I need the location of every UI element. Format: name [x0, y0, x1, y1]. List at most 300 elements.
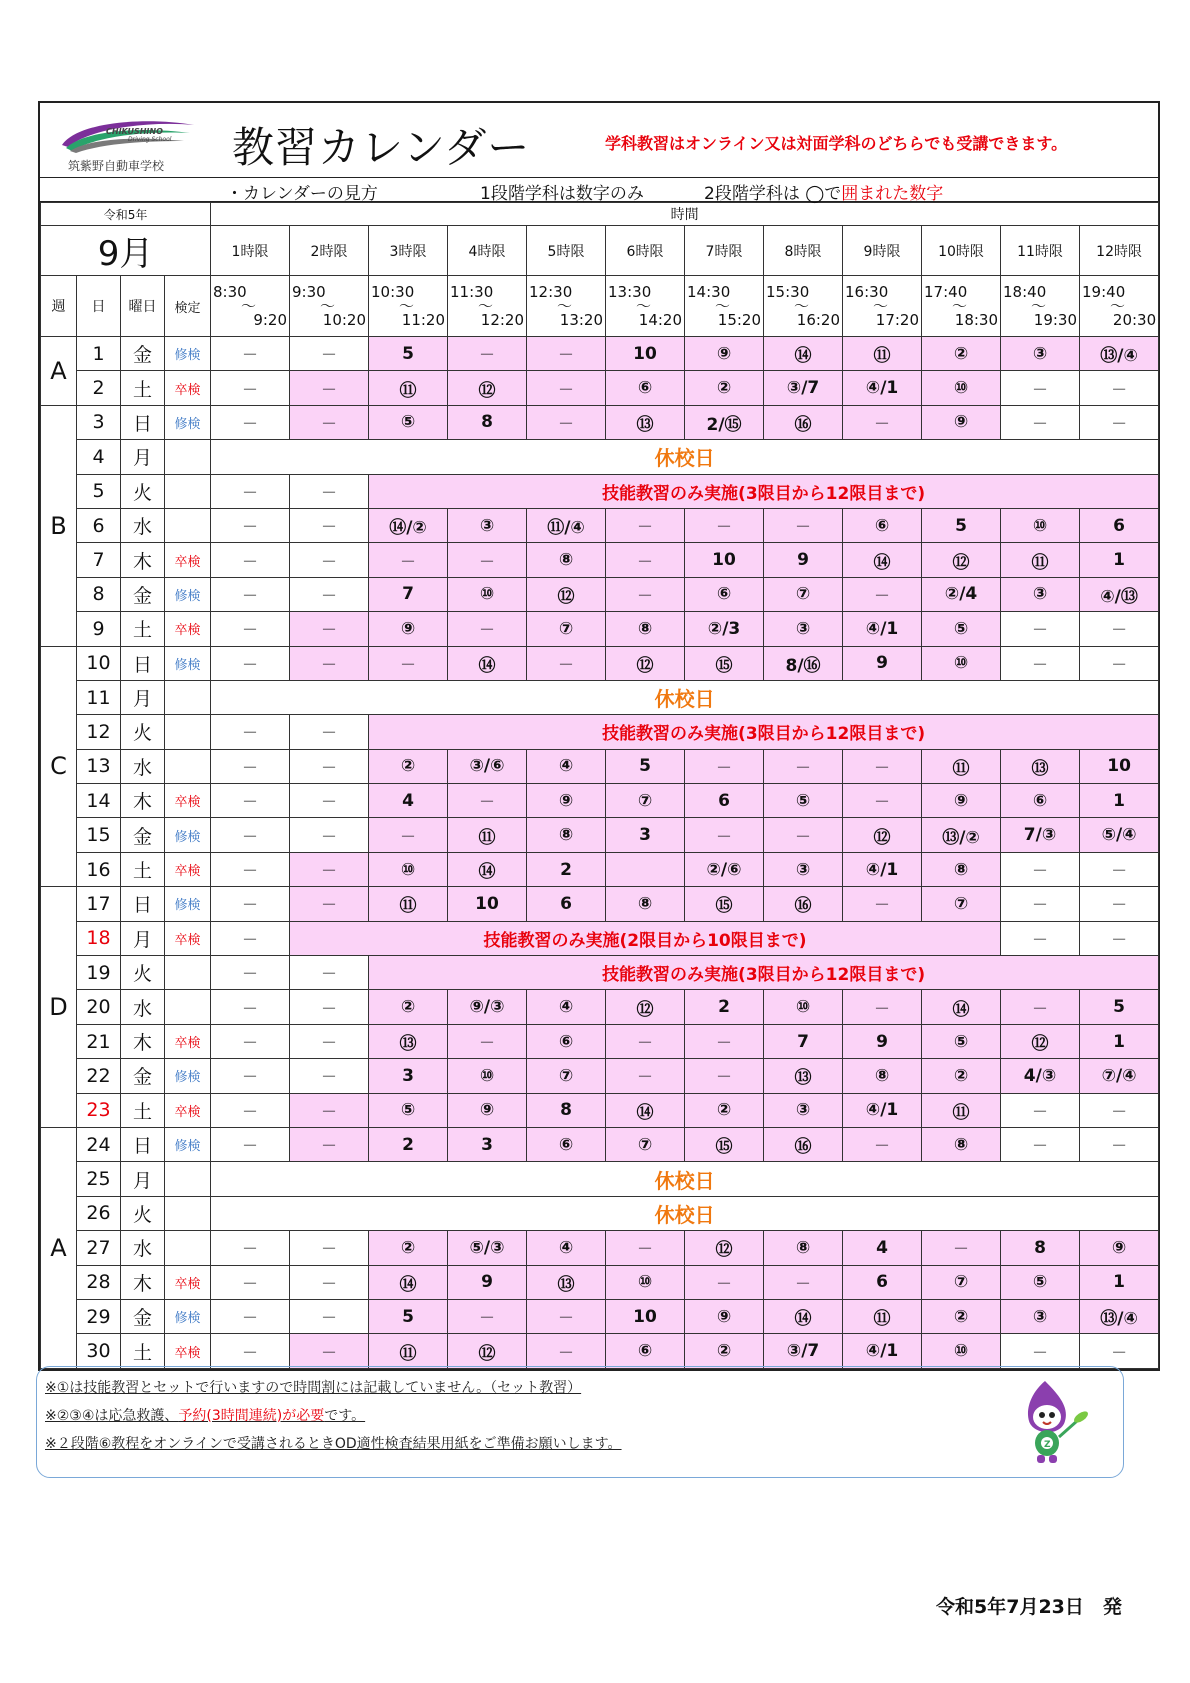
lesson-cell: －	[1001, 1093, 1080, 1127]
lesson-cell: ③/7	[764, 371, 843, 405]
lesson-cell: ⑧	[922, 1127, 1001, 1161]
lesson-cell: －	[290, 508, 369, 542]
lesson-cell: ⑬/④	[1080, 1299, 1159, 1333]
lesson-cell: 9	[843, 646, 922, 680]
lesson-cell: ⑨	[1080, 1231, 1159, 1265]
table-row	[41, 646, 1159, 680]
lesson-cell: ⑫	[606, 990, 685, 1024]
lesson-cell: －	[290, 337, 369, 371]
table-row	[41, 508, 1159, 542]
lesson-cell: ⑧	[764, 1231, 843, 1265]
time-end: 13:20	[559, 311, 604, 329]
lesson-cell: ⑦/④	[1080, 1059, 1159, 1093]
lesson-cell: ⑧	[527, 818, 606, 852]
lesson-cell: ②	[922, 1299, 1001, 1333]
time-start: 9:30	[292, 283, 326, 301]
day-of-week: 火	[121, 956, 165, 990]
day-of-week: 火	[121, 1196, 165, 1230]
col-week: 週	[41, 276, 77, 337]
period-time	[922, 276, 1001, 337]
day-of-week: 日	[121, 1127, 165, 1161]
lesson-cell: －	[211, 1334, 290, 1368]
lesson-cell: －	[290, 990, 369, 1024]
day-of-week: 木	[121, 784, 165, 818]
online-notice: 学科教習はオンライン又は対面学科のどちらでも受講できます。	[605, 134, 1068, 153]
lesson-cell: －	[290, 956, 369, 990]
lesson-cell: －	[211, 371, 290, 405]
day-of-week: 月	[121, 680, 165, 714]
lesson-cell: ⑭	[448, 646, 527, 680]
lesson-cell: ⑪	[922, 749, 1001, 783]
lesson-cell: ⑬	[764, 1059, 843, 1093]
time-start: 12:30	[529, 283, 573, 301]
day-number: 30	[77, 1334, 121, 1368]
lesson-cell: ⑪	[843, 337, 922, 371]
lesson-cell: ③	[764, 612, 843, 646]
lesson-cell: ③/⑥	[448, 749, 527, 783]
footnote-2	[45, 1405, 365, 1425]
day-of-week: 木	[121, 543, 165, 577]
day-of-week: 日	[121, 887, 165, 921]
lesson-cell: －	[843, 405, 922, 439]
lesson-cell	[606, 852, 685, 886]
week-label: D	[41, 887, 77, 1128]
lesson-cell: 9	[448, 1265, 527, 1299]
lesson-cell: 9	[764, 543, 843, 577]
lesson-cell: －	[843, 887, 922, 921]
day-number: 8	[77, 577, 121, 611]
lesson-cell: ⑫	[1001, 1024, 1080, 1058]
lesson-cell: ⑭	[764, 337, 843, 371]
lesson-cell: －	[606, 1231, 685, 1265]
lesson-cell: －	[527, 371, 606, 405]
table-row	[41, 680, 1159, 714]
period-time	[606, 276, 685, 337]
time-separator: 〜	[478, 297, 494, 315]
lesson-cell: －	[211, 921, 290, 955]
exam-type: 修検	[165, 577, 211, 611]
lesson-cell: ②	[369, 749, 448, 783]
lesson-cell: ④/1	[843, 1334, 922, 1368]
lesson-cell: ④	[527, 749, 606, 783]
table-row	[41, 749, 1159, 783]
skill-only-banner: 技能教習のみ実施(3限目から12限目まで)	[369, 956, 1159, 990]
lesson-cell: －	[211, 1231, 290, 1265]
lesson-cell: ⑥	[606, 1334, 685, 1368]
lesson-cell: ②	[369, 990, 448, 1024]
lesson-cell: 1	[1080, 1024, 1159, 1058]
exam-type	[165, 474, 211, 508]
day-number: 3	[77, 405, 121, 439]
lesson-cell: －	[922, 1231, 1001, 1265]
lesson-cell: ③	[448, 508, 527, 542]
lesson-cell: ⑭	[369, 1265, 448, 1299]
lesson-cell: －	[211, 1299, 290, 1333]
day-number: 6	[77, 508, 121, 542]
day-of-week: 水	[121, 990, 165, 1024]
lesson-cell: ⑩	[448, 1059, 527, 1093]
exam-type	[165, 1231, 211, 1265]
lesson-cell: ⑪	[369, 1334, 448, 1368]
lesson-cell: ⑮	[685, 1127, 764, 1161]
lesson-cell: －	[290, 1334, 369, 1368]
lesson-cell: ③	[1001, 337, 1080, 371]
lesson-cell: 1	[1080, 784, 1159, 818]
time-end: 9:20	[253, 311, 288, 329]
day-number: 29	[77, 1299, 121, 1333]
day-number: 4	[77, 440, 121, 474]
day-of-week: 月	[121, 1162, 165, 1196]
lesson-cell: －	[685, 818, 764, 852]
lesson-cell: 10	[1080, 749, 1159, 783]
lesson-cell: ⑦	[922, 887, 1001, 921]
exam-type	[165, 956, 211, 990]
lesson-cell: －	[211, 1059, 290, 1093]
lesson-cell: 5	[1080, 990, 1159, 1024]
lesson-cell: ⑨	[685, 337, 764, 371]
lesson-cell: －	[685, 1059, 764, 1093]
lesson-cell: ⑨	[922, 784, 1001, 818]
lesson-cell: －	[1080, 371, 1159, 405]
table-row	[41, 818, 1159, 852]
time-start: 14:30	[687, 283, 731, 301]
lesson-cell: 7/③	[1001, 818, 1080, 852]
exam-type	[165, 440, 211, 474]
table-row	[41, 612, 1159, 646]
time-separator: 〜	[1031, 297, 1047, 315]
lesson-cell: －	[290, 474, 369, 508]
time-start: 13:30	[608, 283, 652, 301]
lesson-cell: －	[211, 405, 290, 439]
table-row	[41, 1334, 1159, 1368]
lesson-cell: ②	[922, 337, 1001, 371]
lesson-cell: －	[1001, 990, 1080, 1024]
school-logo	[58, 115, 208, 171]
period-time	[211, 276, 290, 337]
lesson-cell: ⑦	[764, 577, 843, 611]
lesson-cell: 2	[369, 1127, 448, 1161]
lesson-cell: －	[290, 715, 369, 749]
lesson-cell: －	[1080, 887, 1159, 921]
time-end: 12:20	[480, 311, 525, 329]
lesson-cell: －	[527, 405, 606, 439]
lesson-cell: －	[606, 1024, 685, 1058]
exam-type	[165, 508, 211, 542]
time-separator: 〜	[794, 297, 810, 315]
time-end: 20:30	[1112, 311, 1157, 329]
lesson-cell: ⑬	[369, 1024, 448, 1058]
table-row	[41, 956, 1159, 990]
period-header: 8時限	[764, 226, 843, 276]
time-separator: 〜	[1110, 297, 1126, 315]
table-row	[41, 1059, 1159, 1093]
lesson-cell: －	[1080, 921, 1159, 955]
lesson-cell: －	[211, 1127, 290, 1161]
lesson-cell: ⑫	[685, 1231, 764, 1265]
table-row	[41, 337, 1159, 371]
lesson-cell: －	[290, 612, 369, 646]
day-of-week: 土	[121, 371, 165, 405]
lesson-cell: ⑮	[685, 646, 764, 680]
lesson-cell: ⑧	[606, 612, 685, 646]
closed-day-banner: 休校日	[211, 1196, 1159, 1230]
lesson-cell: ⑤	[369, 1093, 448, 1127]
day-of-week: 土	[121, 1334, 165, 1368]
week-label: A	[41, 1127, 77, 1368]
lesson-cell: ⑦	[606, 1127, 685, 1161]
exam-type: 卒検	[165, 612, 211, 646]
lesson-cell: ⑩	[448, 577, 527, 611]
lesson-cell: ⑯	[764, 1127, 843, 1161]
period-header: 10時限	[922, 226, 1001, 276]
lesson-cell: ⑥	[685, 577, 764, 611]
lesson-cell: ⑬	[1001, 749, 1080, 783]
month-label: 9月	[41, 226, 211, 276]
lesson-cell: 3	[448, 1127, 527, 1161]
period-time	[1080, 276, 1159, 337]
time-start: 17:40	[924, 283, 968, 301]
time-separator: 〜	[241, 297, 257, 315]
lesson-cell: ③/7	[764, 1334, 843, 1368]
day-number: 22	[77, 1059, 121, 1093]
lesson-cell: －	[290, 577, 369, 611]
period-time	[764, 276, 843, 337]
day-of-week: 土	[121, 1093, 165, 1127]
lesson-cell: －	[448, 612, 527, 646]
lesson-cell: ⑭	[843, 543, 922, 577]
lesson-cell: ③	[1001, 577, 1080, 611]
lesson-cell: ②	[922, 1059, 1001, 1093]
lesson-cell: 1	[1080, 543, 1159, 577]
lesson-cell: ⑪	[369, 371, 448, 405]
lesson-cell: ②	[369, 1231, 448, 1265]
exam-type: 修検	[165, 646, 211, 680]
lesson-cell: ⑩	[922, 371, 1001, 405]
day-number: 21	[77, 1024, 121, 1058]
lesson-cell: ⑩	[606, 1265, 685, 1299]
lesson-cell: －	[290, 852, 369, 886]
lesson-cell: －	[211, 715, 290, 749]
lesson-cell: ⑬	[606, 405, 685, 439]
lesson-cell: －	[843, 990, 922, 1024]
period-header: 7時限	[685, 226, 764, 276]
lesson-cell: ⑨/③	[448, 990, 527, 1024]
day-number: 7	[77, 543, 121, 577]
day-number: 19	[77, 956, 121, 990]
lesson-cell: ⑨	[922, 405, 1001, 439]
day-of-week: 金	[121, 337, 165, 371]
day-number: 28	[77, 1265, 121, 1299]
lesson-cell: ⑥	[1001, 784, 1080, 818]
lesson-cell: －	[685, 1024, 764, 1058]
lesson-cell: －	[1001, 921, 1080, 955]
table-row	[41, 371, 1159, 405]
lesson-cell: －	[606, 508, 685, 542]
exam-type: 卒検	[165, 1265, 211, 1299]
period-header: 3時限	[369, 226, 448, 276]
exam-type: 修検	[165, 1059, 211, 1093]
lesson-cell: 3	[369, 1059, 448, 1093]
closed-day-banner: 休校日	[211, 440, 1159, 474]
lesson-cell: －	[211, 1024, 290, 1058]
day-of-week: 月	[121, 440, 165, 474]
lesson-cell: ⑥	[527, 1127, 606, 1161]
lesson-cell: ⑮	[685, 887, 764, 921]
lesson-cell: ⑦	[527, 1059, 606, 1093]
lesson-cell: －	[290, 405, 369, 439]
period-header: 6時限	[606, 226, 685, 276]
lesson-cell: －	[290, 1127, 369, 1161]
lesson-cell: ⑧	[922, 852, 1001, 886]
time-start: 19:40	[1082, 283, 1126, 301]
lesson-cell: 8	[527, 1093, 606, 1127]
table-row	[41, 1024, 1159, 1058]
lesson-cell: －	[290, 1265, 369, 1299]
lesson-cell: 6	[1080, 508, 1159, 542]
lesson-cell: ⑧	[606, 887, 685, 921]
lesson-cell: －	[211, 612, 290, 646]
period-header: 12時限	[1080, 226, 1159, 276]
lesson-cell: ⑩	[764, 990, 843, 1024]
week-label: C	[41, 646, 77, 887]
time-separator: 〜	[557, 297, 573, 315]
time-end: 19:30	[1033, 311, 1078, 329]
period-time	[448, 276, 527, 337]
table-row	[41, 543, 1159, 577]
period-header: 4時限	[448, 226, 527, 276]
lesson-cell: 3	[606, 818, 685, 852]
table-row	[41, 577, 1159, 611]
lesson-cell: －	[211, 1265, 290, 1299]
lesson-cell: －	[1001, 1334, 1080, 1368]
day-of-week: 日	[121, 405, 165, 439]
lesson-cell: ⑪/④	[527, 508, 606, 542]
footnote-2-red: 予約(3時間連続)が必要	[178, 1408, 325, 1424]
lesson-cell: 4/③	[1001, 1059, 1080, 1093]
lesson-cell: ⑫	[448, 1334, 527, 1368]
svg-text:Z: Z	[1044, 1440, 1051, 1450]
day-of-week: 木	[121, 1024, 165, 1058]
legend-stage2-red: 囲まれた数字	[841, 184, 944, 204]
lesson-cell: ⑫	[448, 371, 527, 405]
legend	[40, 178, 1158, 202]
lesson-cell: －	[685, 749, 764, 783]
lesson-cell: －	[527, 1299, 606, 1333]
logo-text: CHIKUSHINO	[106, 127, 163, 136]
lesson-cell: ⑤	[369, 405, 448, 439]
lesson-cell: ②	[685, 1334, 764, 1368]
day-of-week: 火	[121, 474, 165, 508]
logo-subtext: Driving School	[128, 136, 172, 143]
time-end: 11:20	[401, 311, 446, 329]
lesson-cell: 2/⑮	[685, 405, 764, 439]
lesson-cell: ⑯	[764, 887, 843, 921]
lesson-cell: －	[290, 1299, 369, 1333]
exam-type: 卒検	[165, 1024, 211, 1058]
lesson-cell: ④/1	[843, 612, 922, 646]
calendar-sheet	[38, 101, 1160, 1371]
exam-type: 卒検	[165, 784, 211, 818]
lesson-cell: 2	[527, 852, 606, 886]
lesson-cell: 8/⑯	[764, 646, 843, 680]
day-number: 12	[77, 715, 121, 749]
lesson-cell: －	[211, 956, 290, 990]
lesson-cell: －	[1080, 1334, 1159, 1368]
skill-only-banner: 技能教習のみ実施(2限目から10限目まで)	[290, 921, 1001, 955]
lesson-cell: 7	[764, 1024, 843, 1058]
lesson-cell: －	[448, 543, 527, 577]
lesson-cell: 4	[843, 1231, 922, 1265]
day-number: 13	[77, 749, 121, 783]
day-of-week: 金	[121, 1059, 165, 1093]
lesson-cell: ⑥	[606, 371, 685, 405]
footnote-2-prefix: ※②③④は応急救護、	[45, 1408, 179, 1424]
lesson-cell: ⑨	[448, 1093, 527, 1127]
lesson-cell: －	[290, 543, 369, 577]
period-header: 5時限	[527, 226, 606, 276]
day-number: 17	[77, 887, 121, 921]
lesson-cell: ⑧	[527, 543, 606, 577]
lesson-cell: －	[1001, 612, 1080, 646]
time-start: 18:40	[1003, 283, 1047, 301]
table-row	[41, 990, 1159, 1024]
lesson-cell: ⑨	[527, 784, 606, 818]
legend-stage2	[704, 179, 943, 204]
day-of-week: 水	[121, 508, 165, 542]
lesson-cell: ⑤/④	[1080, 818, 1159, 852]
exam-type	[165, 680, 211, 714]
lesson-cell: －	[843, 784, 922, 818]
day-number: 5	[77, 474, 121, 508]
footnote-3: ※２段階⑥教程をオンラインで受講されるときOD適性検査結果用紙をご準備お願いします。	[45, 1436, 622, 1452]
lesson-cell: －	[606, 543, 685, 577]
lesson-cell: ②	[685, 1093, 764, 1127]
exam-type: 修検	[165, 887, 211, 921]
lesson-cell: －	[211, 1093, 290, 1127]
lesson-cell: －	[290, 1024, 369, 1058]
time-start: 16:30	[845, 283, 889, 301]
lesson-cell: －	[211, 990, 290, 1024]
skill-only-banner: 技能教習のみ実施(3限目から12限目まで)	[369, 715, 1159, 749]
table-row	[41, 1299, 1159, 1333]
lesson-cell: －	[1001, 852, 1080, 886]
week-label: A	[41, 337, 77, 406]
lesson-cell: ⑪	[843, 1299, 922, 1333]
period-header: 2時限	[290, 226, 369, 276]
lesson-cell: 6	[843, 1265, 922, 1299]
lesson-cell: ⑦	[606, 784, 685, 818]
lesson-cell: ④/1	[843, 1093, 922, 1127]
lesson-cell: －	[606, 1059, 685, 1093]
footnote-1: ※①は技能教習とセットで行いますので時間割には記載していません。（セット教習）	[45, 1380, 582, 1396]
lesson-cell: －	[211, 887, 290, 921]
lesson-cell: 5	[369, 1299, 448, 1333]
day-of-week: 水	[121, 749, 165, 783]
lesson-cell: －	[1080, 612, 1159, 646]
footnote-box	[36, 1366, 1124, 1478]
footnote-2-suffix: です。	[324, 1408, 366, 1424]
table-row	[41, 921, 1159, 955]
lesson-cell: ②/⑥	[685, 852, 764, 886]
exam-type	[165, 1162, 211, 1196]
day-number: 25	[77, 1162, 121, 1196]
lesson-cell: ⑪	[1001, 543, 1080, 577]
lesson-cell: ②/3	[685, 612, 764, 646]
mascot-icon	[1015, 1377, 1095, 1467]
lesson-cell: －	[290, 371, 369, 405]
time-separator: 〜	[873, 297, 889, 315]
lesson-cell: ④/⑬	[1080, 577, 1159, 611]
